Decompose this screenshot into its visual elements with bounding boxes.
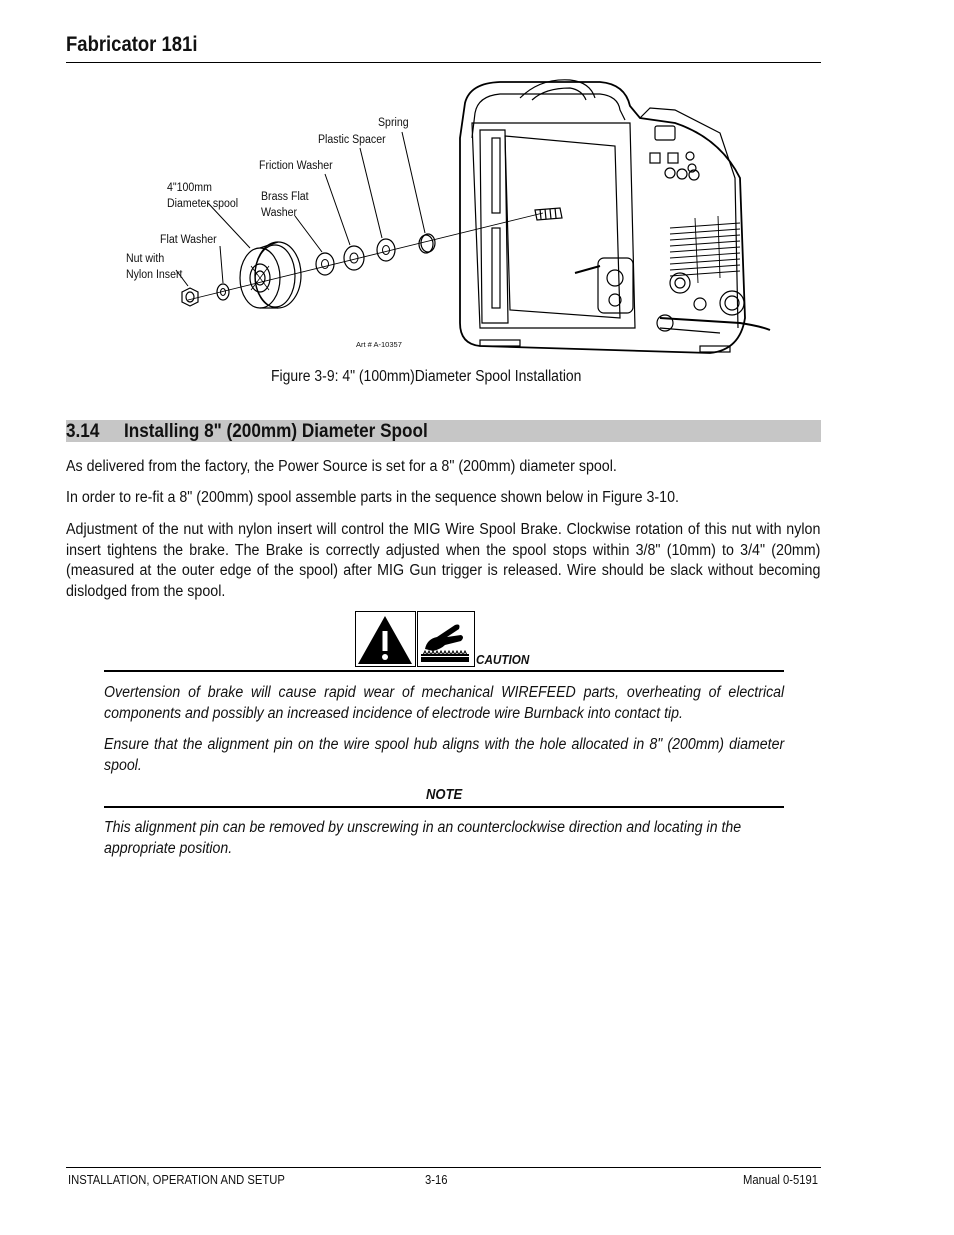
section-number: 3.14 <box>66 420 100 442</box>
caution-icons <box>355 611 475 673</box>
figure-caption: Figure 3-9: 4" (100mm)Diameter Spool Installation <box>271 368 582 385</box>
note-rule <box>104 806 784 808</box>
footer-left: INSTALLATION, OPERATION AND SETUP <box>68 1173 285 1187</box>
callout-brass-washer: Brass Flat Washer <box>261 191 309 219</box>
footer-manual-number: Manual 0-5191 <box>743 1173 819 1187</box>
welder-illustration <box>120 78 800 358</box>
callout-friction-washer: Friction Washer <box>259 160 333 172</box>
paragraph-1: As delivered from the factory, the Power Source is set for a 8" (200mm) diameter spool. <box>66 458 617 475</box>
note-label: NOTE <box>426 787 463 803</box>
caution-label: CAUTION <box>476 652 530 667</box>
callout-plastic-spacer: Plastic Spacer <box>318 134 386 146</box>
note-text: This alignment pin can be removed by unscrewing in an counterclockwise direction and locating in the appropriate position. <box>104 819 742 857</box>
callout-flat-washer: Flat Washer <box>160 234 217 246</box>
callout-nut: Nut with Nylon Insert <box>126 253 183 281</box>
callout-spool: 4"100mm Diameter spool <box>167 182 239 210</box>
callout-spring: Spring <box>378 117 409 129</box>
footer-rule <box>66 1167 821 1168</box>
footer-page-number: 3-16 <box>425 1173 448 1187</box>
caution-text-2: Ensure that the alignment pin on the wire spool hub aligns with the hole allocated in 8" (200mm) diameter spool. <box>104 736 785 774</box>
caution-text-1: Overtension of brake will cause rapid wear of mechanical WIREFEED parts, overheating of electrical components and possibly an increased incidence of electrode wire Burnback into contact tip. <box>104 684 785 722</box>
page-title: Fabricator 181i <box>66 33 198 56</box>
art-number: Art # A-10357 <box>356 340 402 349</box>
spool-installation-figure <box>120 78 800 358</box>
paragraph-3: Adjustment of the nut with nylon insert will control the MIG Wire Spool Brake. Clockwise rotation of this nut with nylon insert tightens the brake. The Brake is correctly adjusted when the spool stops within 3/8" (10mm) to 3/4" (20mm) (measured at the outer edge of the spool) after MIG Gun trigger is released. Wire should be slack without becoming dislodged from the spool. <box>66 521 821 600</box>
section-title: Installing 8" (200mm) Diameter Spool <box>124 420 428 442</box>
title-rule <box>66 62 821 63</box>
paragraph-2: In order to re-fit a 8" (200mm) spool assemble parts in the sequence shown below in Figure 3-10. <box>66 489 680 506</box>
caution-rule <box>104 670 784 672</box>
